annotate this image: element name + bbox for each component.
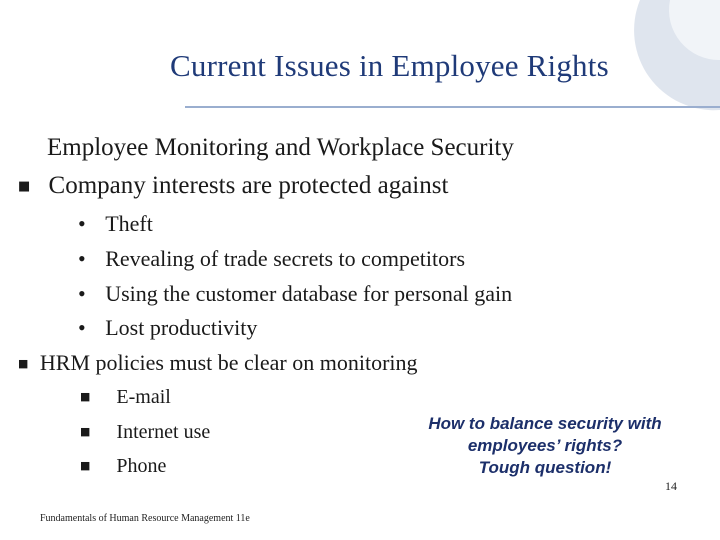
list-item-text: Company interests are protected against: [48, 172, 449, 199]
title-underline: [185, 106, 720, 108]
list-item: [78, 211, 153, 237]
list-item: [18, 172, 448, 200]
list-item: [18, 350, 418, 376]
section-heading: Employee Monitoring and Workplace Security: [47, 134, 514, 161]
callout-question: [390, 413, 700, 479]
footer-text: Fundamentals of Human Resource Management 11e: [40, 513, 250, 524]
dot-bullet-icon: •: [78, 315, 86, 340]
dot-bullet-icon: •: [78, 246, 86, 271]
square-bullet-icon: ■: [80, 390, 91, 403]
list-item-text: Revealing of trade secrets to competitors: [105, 246, 466, 271]
dot-bullet-icon: •: [78, 211, 86, 236]
list-item-text: HRM policies must be clear on monitoring: [39, 350, 418, 375]
callout-line: How to balance security with: [428, 414, 662, 433]
list-item: [78, 315, 257, 341]
list-item-text: Internet use: [116, 421, 211, 443]
list-item: [80, 421, 210, 444]
list-item: [80, 455, 166, 478]
list-item-text: Phone: [116, 455, 167, 477]
list-item: [78, 281, 512, 307]
list-item: [78, 246, 465, 272]
list-item: [80, 386, 171, 409]
list-item-text: Using the customer database for personal gain: [105, 281, 513, 306]
list-item-text: E-mail: [116, 386, 171, 408]
callout-line: employees’ rights?: [467, 436, 623, 455]
square-bullet-icon: ■: [80, 425, 91, 438]
square-bullet-icon: ■: [80, 459, 91, 472]
square-bullet-icon: ■: [18, 179, 31, 194]
list-item-text: Lost productivity: [105, 315, 258, 340]
square-bullet-icon: ■: [18, 357, 29, 370]
corner-decoration: [600, 0, 720, 160]
callout-line: Tough question!: [478, 458, 612, 477]
slide-title: Current Issues in Employee Rights: [170, 48, 609, 83]
list-item-text: Theft: [105, 211, 153, 236]
dot-bullet-icon: •: [78, 281, 86, 306]
page-number: 14: [665, 479, 677, 493]
